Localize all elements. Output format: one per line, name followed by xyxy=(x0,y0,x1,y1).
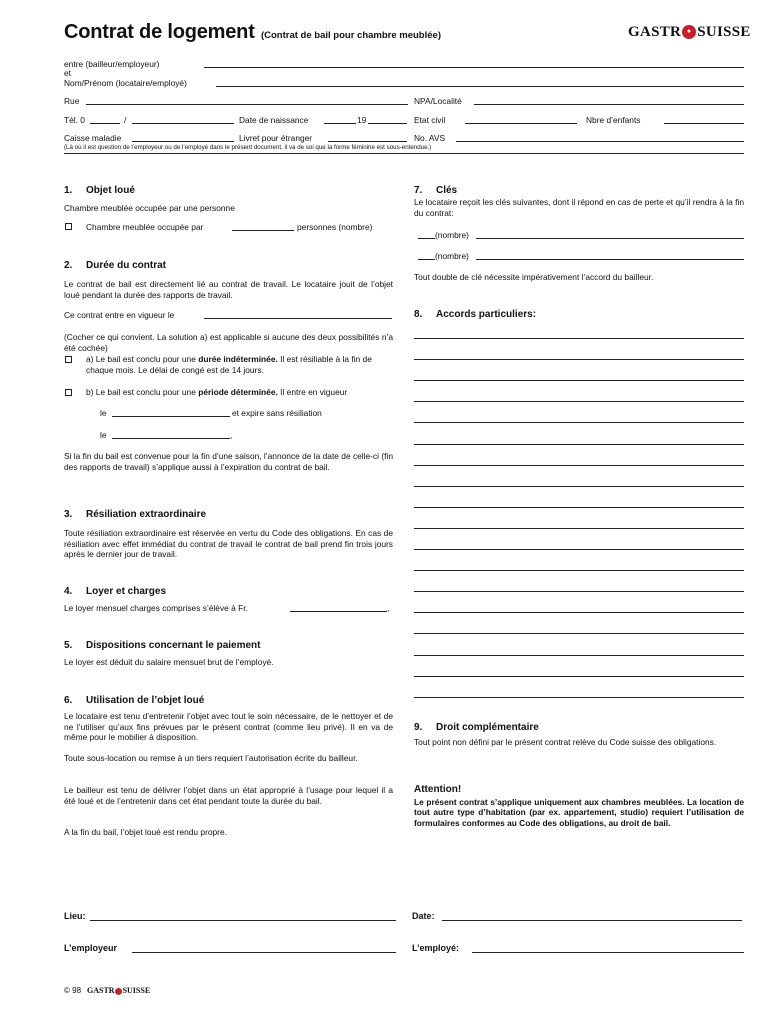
s1-persons-field[interactable] xyxy=(232,230,294,231)
npa-label: NPA/Localité xyxy=(414,96,462,106)
s8-line[interactable] xyxy=(414,612,744,613)
s8-line[interactable] xyxy=(414,591,744,592)
s8-line[interactable] xyxy=(414,465,744,466)
s2-vigueur-field[interactable] xyxy=(204,318,392,319)
s7-nombre-2: (nombre) xyxy=(435,251,469,261)
s8-line[interactable] xyxy=(414,422,744,423)
s1-text: Chambre meublée occupée par une personne xyxy=(64,203,235,213)
s8-line[interactable] xyxy=(414,676,744,677)
s2-start-date-field[interactable] xyxy=(112,416,230,417)
section-7-heading: 7. Clés xyxy=(414,185,458,196)
etat-civil-label: Etat civil xyxy=(414,115,446,125)
s6-paragraph-2: Toute sous-location ou remise à un tiers requiert l’autorisation écrite du bailleur. xyxy=(64,753,358,763)
s4-text: Le loyer mensuel charges comprises s’élève à Fr. xyxy=(64,603,248,613)
naissance-field[interactable] xyxy=(324,123,356,124)
livret-field[interactable] xyxy=(328,141,407,142)
s8-line[interactable] xyxy=(414,697,744,698)
et-label: et xyxy=(64,68,71,78)
s7-key-desc-2-field[interactable] xyxy=(476,259,744,260)
s7-text: Le locataire reçoit les clés suivantes, dont il répond en cas de perte et qu’il rendra à la fin du contrat: xyxy=(414,197,744,218)
s8-line[interactable] xyxy=(414,633,744,634)
s8-line[interactable] xyxy=(414,655,744,656)
s8-line[interactable] xyxy=(414,486,744,487)
s8-line[interactable] xyxy=(414,570,744,571)
section-8-heading: 8. Accords particuliers: xyxy=(414,309,537,320)
s7-key-count-2-field[interactable] xyxy=(418,259,435,260)
tel-prefix-field[interactable] xyxy=(90,123,120,124)
rue-label: Rue xyxy=(64,96,80,106)
section-9-heading: 9. Droit complémentaire xyxy=(414,722,539,733)
date-field[interactable] xyxy=(442,920,742,921)
s6-paragraph-3: Le bailleur est tenu de délivrer l’objet dans un état approprié à l’usage pour lequel il a été loué et de l’entretenir dans cet état pendant toute la durée du bail. xyxy=(64,785,393,806)
footer-logo: GASTR SUISSE xyxy=(87,986,151,995)
s2-le2-label: le xyxy=(100,430,107,440)
rue-field[interactable] xyxy=(86,104,408,105)
s2-option-a-checkbox[interactable] xyxy=(65,356,72,363)
tel-separator: / xyxy=(124,115,127,125)
etat-civil-field[interactable] xyxy=(465,123,577,124)
s7-nombre-1: (nombre) xyxy=(435,230,469,240)
employe-label: L’employé: xyxy=(412,943,460,953)
employeur-label: L’employeur xyxy=(64,943,118,953)
section-3-heading: 3. Résiliation extraordinaire xyxy=(64,509,207,520)
year-prefix: 19 xyxy=(357,115,367,125)
s5-text: Le loyer est déduit du salaire mensuel brut de l’employé. xyxy=(64,657,274,667)
s1-option-suffix: personnes (nombre) xyxy=(297,222,373,232)
tel-number-field[interactable] xyxy=(132,123,234,124)
s4-loyer-field[interactable] xyxy=(290,611,387,612)
lieu-field[interactable] xyxy=(90,920,396,921)
s6-paragraph-1: Le locataire est tenu d’entretenir l’objet avec tout le soin nécessaire, de le nettoyer et de ne l’utiliser qu’aux fins prévues par le présent contrat (comme lieu privé). Il en va de même pour le mobilier à disposition. xyxy=(64,711,393,743)
page-title: Contrat de logement xyxy=(64,21,255,43)
naissance-label: Date de naissance xyxy=(239,115,309,125)
logo-emblem-icon: ● xyxy=(682,25,696,39)
footer xyxy=(64,986,150,996)
enfants-field[interactable] xyxy=(664,123,744,124)
s8-line[interactable] xyxy=(414,444,744,445)
page-subtitle: (Contrat de bail pour chambre meublée) xyxy=(260,30,441,41)
section-4-heading: 4. Loyer et charges xyxy=(64,586,167,597)
s7-key-count-1-field[interactable] xyxy=(418,238,435,239)
header-divider xyxy=(64,153,744,154)
s4-comma: , xyxy=(387,603,390,613)
avs-field[interactable] xyxy=(456,141,744,142)
s2-expire-label: et expire sans résiliation xyxy=(232,408,322,418)
s8-line[interactable] xyxy=(414,359,744,360)
s8-line[interactable] xyxy=(414,380,744,381)
s2-option-b-text: b) Le bail est conclu pour une période déterminée. Il entre en vigueur xyxy=(86,387,348,397)
s8-line[interactable] xyxy=(414,338,744,339)
bailleur-field[interactable] xyxy=(204,67,744,68)
attention-text: Le présent contrat s’applique uniquement aux chambres meublées. La location de tout autre type d’habitation (par ex. appartement, studio) requiert l’utilisation de formulaires conformes au Code des obligations, au droit de bail. xyxy=(414,796,744,828)
employeur-signature-field[interactable] xyxy=(132,952,396,953)
s8-line[interactable] xyxy=(414,549,744,550)
caisse-label: Caisse maladie xyxy=(64,133,122,143)
npa-field[interactable] xyxy=(474,104,744,105)
section-2-heading: 2. Durée du contrat xyxy=(64,260,167,271)
lieu-label: Lieu: xyxy=(64,911,86,921)
s7-key-desc-1-field[interactable] xyxy=(476,238,744,239)
attention-title: Attention! xyxy=(414,784,462,795)
employe-signature-field[interactable] xyxy=(472,952,744,953)
section-1-heading: 1. Objet loué xyxy=(64,185,135,196)
s2-option-a-text: a) Le bail est conclu pour une durée indéterminée. Il est résiliable à la fin de chaque mois. Le délai de congé est de 14 jours. xyxy=(86,354,372,375)
section-5-heading: 5. Dispositions concernant le paiement xyxy=(64,640,261,651)
locataire-field[interactable] xyxy=(216,86,744,87)
date-label: Date: xyxy=(412,911,435,921)
tel-label: Tél. 0 xyxy=(64,115,85,125)
section-6-heading: 6. Utilisation de l’objet loué xyxy=(64,695,205,706)
s3-text: Toute résiliation extraordinaire est réservée en vertu du Code des obligations. En cas de résiliation avec effet immédiat du contrat de travail le contrat de bail prend fin trois jours après le dernier jour de travail. xyxy=(64,528,393,560)
s2-le1-label: le xyxy=(100,408,107,418)
s2-saison-text: Si la fin du bail est convenue pour la fin d’une saison, l’annonce de la date de celle-ci (fin des rapports de travail) s’applique aussi à l’expiration du contrat de bail. xyxy=(64,451,393,472)
s1-option-prefix: Chambre meublée occupée par xyxy=(86,222,204,232)
s6-paragraph-4: A la fin du bail, l’objet loué est rendu propre. xyxy=(64,827,227,837)
s8-line[interactable] xyxy=(414,507,744,508)
s8-line[interactable] xyxy=(414,401,744,402)
s2-end-date-field[interactable] xyxy=(112,438,230,439)
copyright-text: © 98 xyxy=(64,986,82,995)
caisse-field[interactable] xyxy=(132,141,234,142)
footer-logo-emblem-icon xyxy=(115,988,122,995)
s9-text: Tout point non défini par le présent contrat relève du Code suisse des obligations. xyxy=(414,737,717,747)
s8-line[interactable] xyxy=(414,528,744,529)
s2-option-b-checkbox[interactable] xyxy=(65,389,72,396)
s1-checkbox[interactable] xyxy=(65,223,72,230)
enfants-label: Nbre d’enfants xyxy=(586,115,641,125)
s2-end-comma: , xyxy=(230,430,233,440)
bailleur-label: entre (bailleur/employeur) xyxy=(64,59,160,69)
s2-cocher-note: (Cocher ce qui convient. La solution a) est applicable si aucune des deux possibilités n’a été cochée) xyxy=(64,332,393,353)
avs-label: No. AVS xyxy=(414,133,446,143)
naissance-year-field[interactable] xyxy=(368,123,407,124)
gender-note: (Là où il est question de l’employeur ou de l’employé dans le présent document, il va de soi que la forme féminine est sous-entendue.) xyxy=(64,144,432,151)
s7-double-text: Tout double de clé nécessite impérativement l’accord du bailleur. xyxy=(414,272,654,282)
attention-box xyxy=(414,784,744,828)
s2-vigueur-label: Ce contrat entre en vigueur le xyxy=(64,310,175,320)
locataire-label: Nom/Prénom (locataire/employé) xyxy=(64,78,187,88)
livret-label: Livret pour étranger xyxy=(239,133,313,143)
gastrosuisse-logo: GASTR ● SUISSE xyxy=(628,24,751,40)
s2-text: Le contrat de bail est directement lié au contrat de travail. Le locataire jouit de l’objet loué pendant la durée des rapports de travail. xyxy=(64,279,393,300)
